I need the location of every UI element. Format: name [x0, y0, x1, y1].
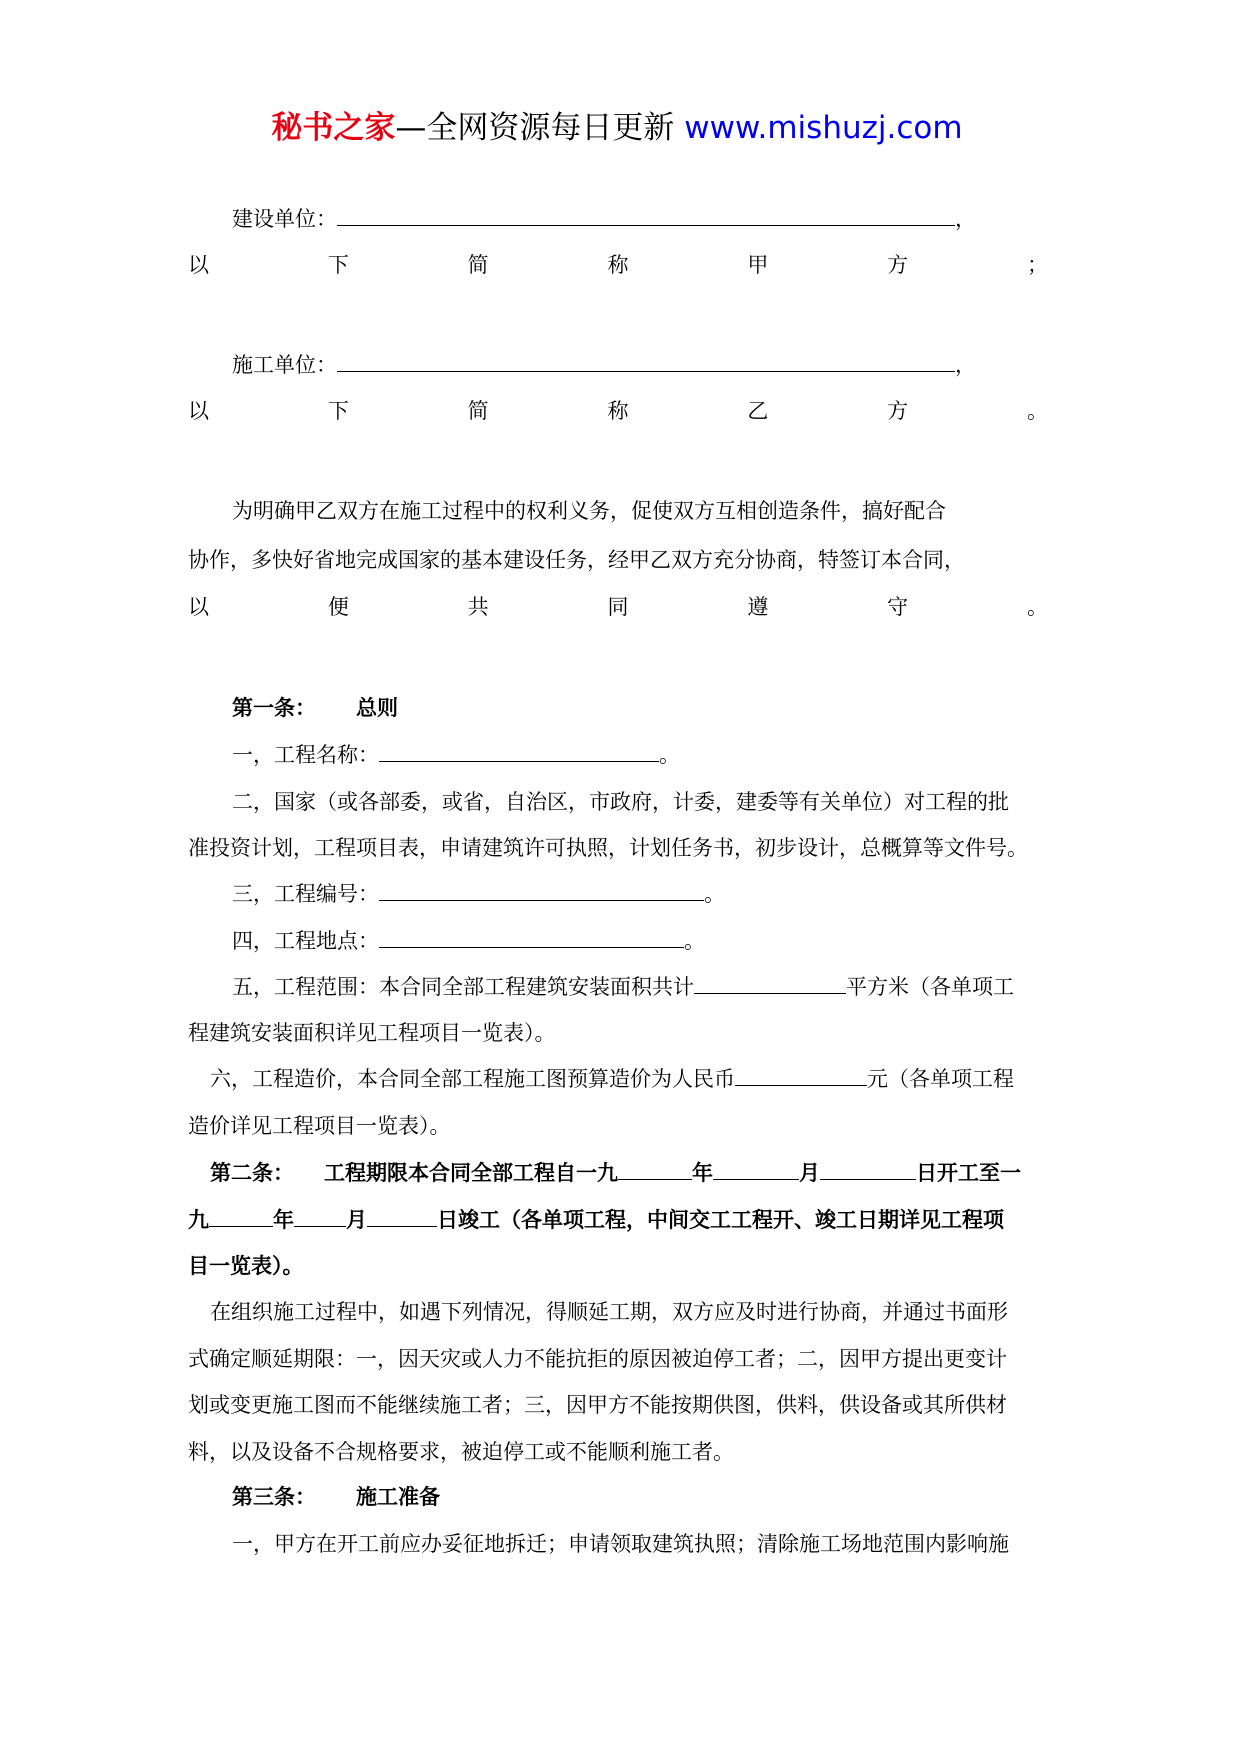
article-2-para-line-1: 在组织施工过程中，如遇下列情况，得顺延工期，双方应及时进行协商，并通过书面形 [210, 1300, 1008, 1324]
article-1-item-3: 三，工程编号： 。 [232, 882, 725, 906]
article-1-heading: 第一条： 总则 [232, 695, 398, 720]
article-2-para-line-3: 划或变更施工图而不能继续施工者；三，因甲方不能按期供图，供料，供设备或其所供材 [188, 1393, 1007, 1417]
party-a-label: 建设单位： [232, 207, 337, 231]
project-name-blank[interactable] [379, 741, 659, 762]
article-1-item-5-line-2: 程建筑安装面积详见工程项目一览表）。 [188, 1021, 556, 1045]
start-year-blank[interactable] [618, 1159, 692, 1180]
article-1-item-1: 一，工程名称： 。 [232, 743, 680, 767]
brand-name: 秘书之家 [271, 110, 396, 146]
page-header [0, 102, 1234, 147]
end-month-blank[interactable] [294, 1206, 346, 1227]
article-2-line-1: 第二条： 工程期限本合同全部工程自一九 年 月 日开工至一 [210, 1160, 1021, 1185]
article-1-item-6-line-2: 造价详见工程项目一览表）。 [188, 1114, 451, 1138]
website-link[interactable]: www.mishuzj.com [684, 110, 963, 146]
project-location-blank[interactable] [379, 927, 684, 948]
header-tagline: —全网资源每日更新 [395, 110, 675, 146]
party-b-note: 以 下 简 称 乙 方 。 [188, 399, 1048, 423]
article-2-line-3: 目一览表）。 [188, 1253, 304, 1278]
area-blank[interactable] [694, 973, 846, 994]
end-day-blank[interactable] [367, 1206, 437, 1227]
party-a-blank[interactable] [337, 205, 955, 226]
party-a-note: 以 下 简 称 甲 方 ； [188, 253, 1048, 277]
project-number-blank[interactable] [379, 880, 704, 901]
preamble-line-1: 为明确甲乙双方在施工过程中的权利义务，促使双方互相创造条件，搞好配合 [232, 499, 946, 523]
preamble-line-2: 协作，多快好省地完成国家的基本建设任务，经甲乙双方充分协商，特签订本合同， [188, 548, 965, 572]
party-a-line: 建设单位： ， [232, 207, 976, 231]
article-3-item-1: 一，甲方在开工前应办妥征地拆迁；申请领取建筑执照；清除施工场地范围内影响施 [232, 1532, 1009, 1556]
start-month-blank[interactable] [713, 1159, 799, 1180]
article-1-item-6: 六，工程造价，本合同全部工程施工图预算造价为人民币 元（各单项工程 [210, 1067, 1014, 1091]
party-b-label: 施工单位： [232, 353, 337, 377]
article-1-item-4: 四，工程地点： 。 [232, 929, 705, 953]
end-year-blank[interactable] [209, 1206, 273, 1227]
party-b-line: 施工单位： ， [232, 353, 976, 377]
cost-blank[interactable] [735, 1065, 867, 1086]
article-2-para-line-2: 式确定顺延期限：一，因天灾或人力不能抗拒的原因被迫停工者；二，因甲方提出更变计 [188, 1347, 1007, 1371]
start-day-blank[interactable] [820, 1159, 916, 1180]
party-b-blank[interactable] [337, 351, 955, 372]
article-2-line-2: 九 年 月 日竣工（各单项工程，中间交工工程开、竣工日期详见工程项 [188, 1207, 1004, 1232]
preamble-line-3: 以 便 共 同 遵 守 。 [188, 595, 1048, 619]
article-1-item-2-line-1: 二，国家（或各部委，或省，自治区，市政府，计委，建委等有关单位）对工程的批 [232, 790, 1009, 814]
article-1-item-2-line-2: 准投资计划，工程项目表，申请建筑许可执照，计划任务书，初步设计，总概算等文件号。 [188, 836, 1028, 860]
article-3-heading: 第三条： 施工准备 [232, 1484, 440, 1509]
article-1-item-5: 五，工程范围：本合同全部工程建筑安装面积共计 平方米（各单项工 [232, 975, 1014, 999]
article-2-para-line-4: 料，以及设备不合规格要求，被迫停工或不能顺利施工者。 [188, 1440, 734, 1464]
